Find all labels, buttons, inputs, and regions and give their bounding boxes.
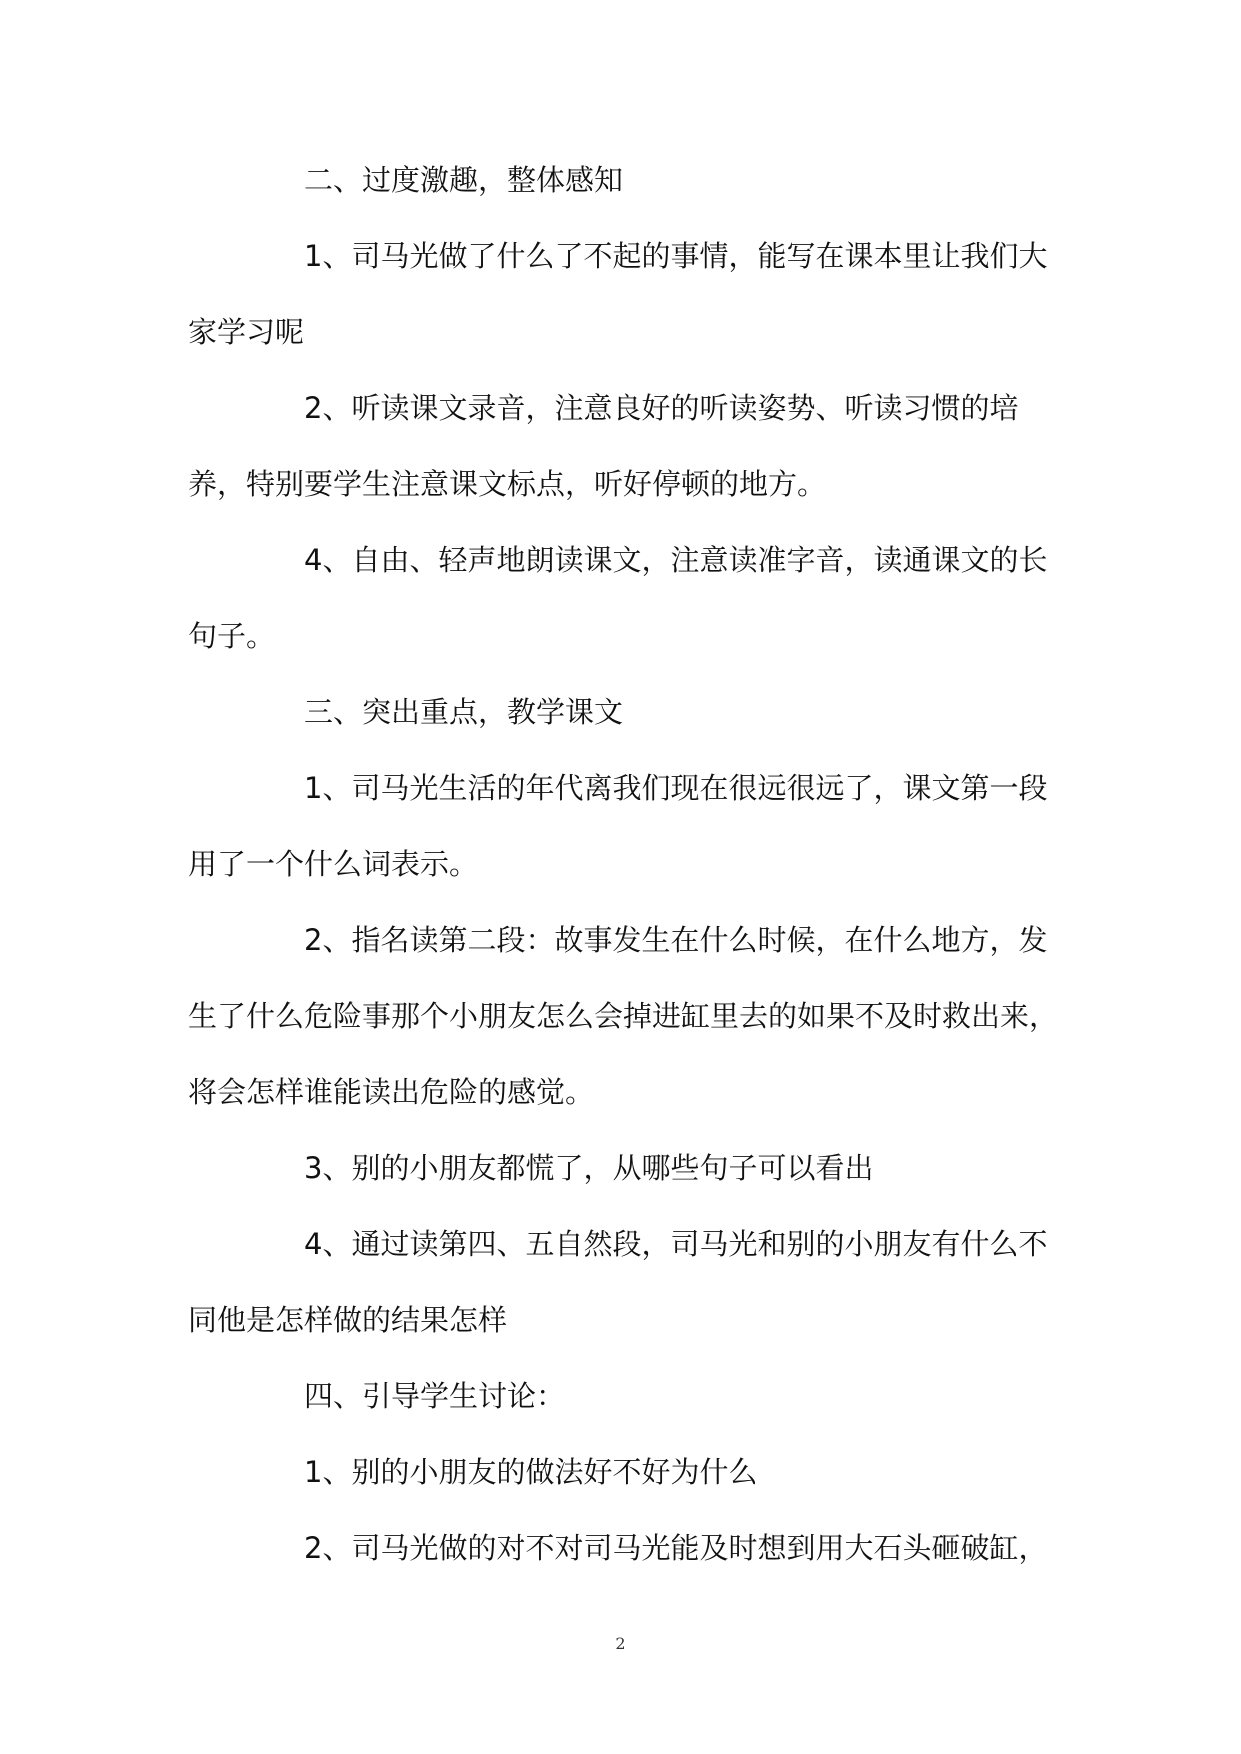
paragraph: 2、听读课文录音，注意良好的听读姿势、听读习惯的培养，特别要学生注意课文标点，听好停顿的地方。 (188, 391, 1019, 501)
paragraph: 1、司马光做了什么了不起的事情，能写在课本里让我们大家学习呢 (188, 239, 1048, 349)
section-heading: 四、引导学生讨论： (304, 1379, 566, 1413)
page-body (188, 142, 1058, 1586)
paragraph: 1、司马光生活的年代离我们现在很远很远了，课文第一段用了一个什么词表示。 (188, 771, 1048, 881)
paragraph: 3、别的小朋友都慌了，从哪些句子可以看出 (304, 1151, 874, 1185)
paragraph: 1、别的小朋友的做法好不好为什么 (304, 1455, 758, 1489)
paragraph: 2、司马光做的对不对司马光能及时想到用大石头砸破缸， (304, 1531, 1048, 1565)
page-number: 2 (615, 1634, 626, 1653)
paragraph: 2、指名读第二段：故事发生在什么时候，在什么地方，发生了什么危险事那个小朋友怎么会掉进缸里去的如果不及时救出来，将会怎样谁能读出危险的感觉。 (188, 923, 1059, 1109)
paragraph: 4、自由、轻声地朗读课文，注意读准字音，读通课文的长句子。 (188, 543, 1048, 653)
section-heading: 三、突出重点，教学课文 (304, 695, 624, 729)
paragraph: 4、通过读第四、五自然段，司马光和别的小朋友有什么不同他是怎样做的结果怎样 (188, 1227, 1048, 1337)
section-heading: 二、过度激趣，整体感知 (304, 163, 624, 197)
